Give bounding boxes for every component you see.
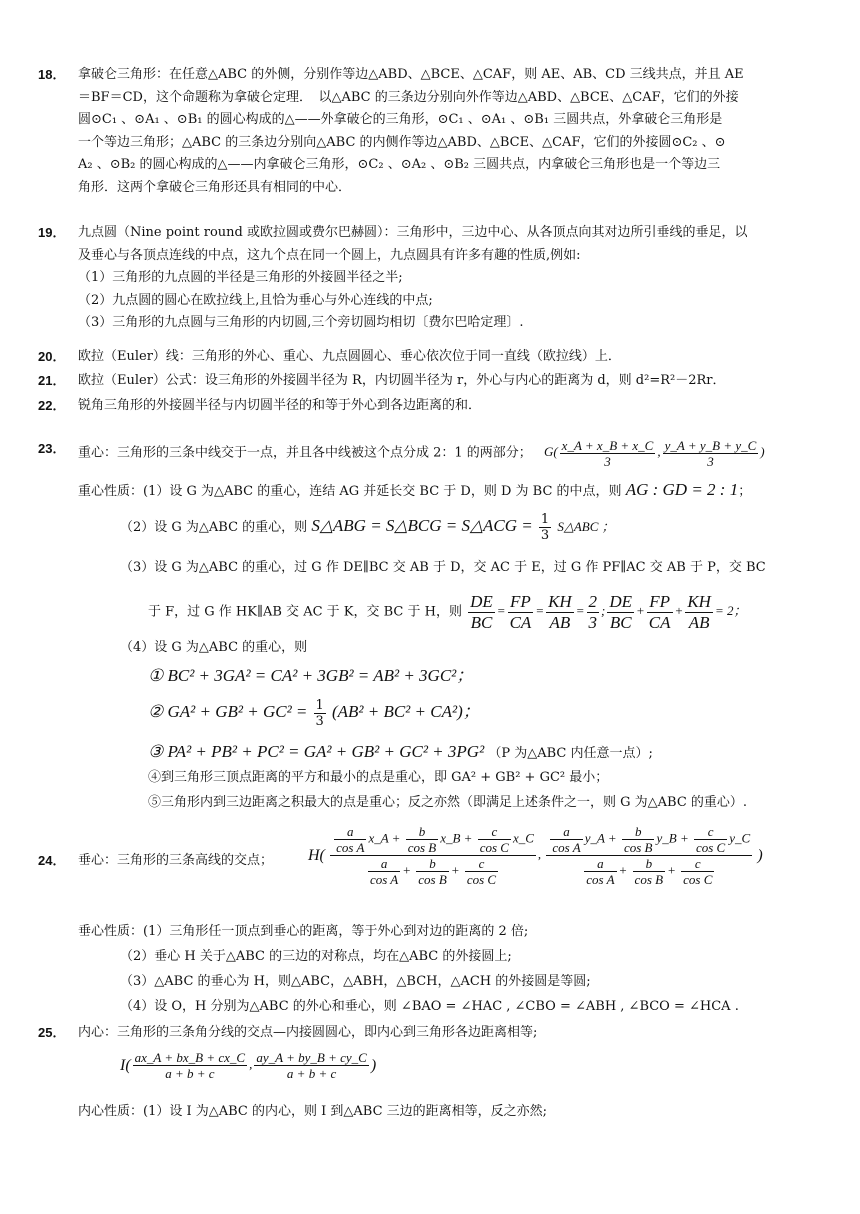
item-number: 21． [38,373,66,388]
item-number: 22． [38,398,66,413]
centroid-property-3a: （3）设 G 为△ABC 的重心，过 G 作 DE∥BC 交 AB 于 D，交 AC 于 E，过 G 作 PF∥AC 交 AB 于 P，交 BC [120,560,766,575]
text-line: 圆⊙C₁ 、⊙A₁ 、⊙B₁ 的圆心构成的△——外拿破仑的三角形，⊙C₁ 、⊙A₁ 、⊙B₁ 三圆共点，外拿破仑三角形是 [78,112,723,127]
denominator: BC [609,613,632,632]
equation: ③ PA² + PB² + PC² = GA² + GB² + GC² + 3PG² [148,742,485,761]
orthocenter-formula: H( $\frac{a}{\text{cos A}}$ x_A + $\frac{b}{\text{cos B}}$ x_B + $\frac{c}{\text{cos C}}$ x_C $\frac{a}{\text{cos A}}$ + $\frac{b}{\text{cos B}}$ + $\frac{c}{\text{cos C}}$ , $\frac{a}{\text{cos A}}$ y_A + $\frac{b}{\text{cos B}}$ y_B + $\frac{c}{\text{cos C}}$ y_C $\frac{a}{\text{cos A}}$ + $\frac{b}{\text{cos B}}$ + $\frac{c}{\text{cos C}}$ ) [308,824,763,887]
text-line: 重心性质：(1）设 G 为△ABC 的重心，连结 AG 并延长交 BC 于 D，则 D 为 BC 的中点，则 [78,484,622,499]
fraction [406,824,439,855]
numerator: KH [548,592,572,611]
item-number: 18． [38,67,66,82]
numerator: DE [609,592,633,611]
denominator: a + b + c [286,1066,337,1081]
denominator: $\frac{a}{\text{cos A}}$ + $\frac{b}{\text{cos B}}$ + $\frac{c}{\text{cos C}}$ [586,856,713,887]
numerator: KH [687,592,711,611]
item-number: 19． [38,225,66,240]
fraction [539,512,551,543]
numerator: $\frac{a}{\text{cos A}}$ y_A + $\frac{b}{\text{cos B}}$ y_B + $\frac{c}{\text{cos C}}$ y_C [546,824,752,856]
equation: (AB² + BC² + CA²)； [331,702,480,721]
fraction-y [546,824,752,887]
formula-symbol: I( [120,1057,131,1074]
item-number: 23． [38,441,66,456]
fraction [368,856,400,887]
item-number: 20． [38,349,66,364]
text-line: 拿破仑三角形：在任意△ABC 的外侧，分别作等边△ABD、△BCE、△CAF，则 AE、AB、CD 三线共点，并且 AE [78,67,744,82]
denominator: cos B [623,840,653,855]
item-22 [38,395,828,418]
denominator: cos C [466,872,497,887]
fraction [681,856,714,887]
centroid-heading: 重心：三角形的三条中线交于一点，并且各中线被这个点分成 2：1 的两部分； [78,445,532,461]
formula-symbol: G( [543,444,558,460]
numerator: c [694,824,727,840]
orthocenter-property-4: （4）设 O，H 分别为△ABC 的外心和垂心，则 ∠BAO = ∠HAC , ∠CBO = ∠ABH , ∠BCO = ∠HCA . [120,999,739,1014]
numerator: y_A + y_B + y_C [664,438,757,453]
fraction [468,592,495,633]
numerator: a [334,824,366,840]
item-number: 24． [38,853,66,868]
item-20 [38,346,828,369]
centroid-identity-4: ④到三角形三顶点距离的平方和最小的点是重心，即 GA² + GB² + GC² 最小； [148,770,609,785]
text-line: 九点圆（Nine point round 或欧拉圆或费尔巴赫圆）：三角形中，三边中心、从各顶点向其对边所引垂线的垂足，以 [78,225,748,240]
fraction [685,592,713,633]
denominator: 3 [315,714,324,729]
numerator: 1 [540,512,550,527]
item-21 [38,370,828,393]
fraction [694,824,727,855]
denominator: cos A [552,840,581,855]
numerator: b [416,856,449,872]
denominator: CA [648,613,671,632]
incenter-heading: 内心：三角形的三条角分线的交点—内接圆圆心，即内心到三角形各边距离相等; [78,1025,538,1040]
numerator: b [622,824,655,840]
centroid-identity-5: ⑤三角形内到三边距离之积最大的点是重心；反之亦然（即满足上述条件之一，则 G 为△ABC 的重心）. [148,795,748,810]
text-line: 及垂心与各顶点连线的中点，这九个点在同一个圆上，九点圆具有许多有趣的性质,例如: [78,247,581,263]
text-line: 锐角三角形的外接圆半径与内切圆半径的和等于外心到各边距离的和． [78,398,482,413]
fraction [633,856,666,887]
orthocenter-property-2: （2）垂心 H 关于△ABC 的三边的对称点，均在△ABC 的外接圆上; [120,949,512,964]
fraction [334,824,366,855]
numerator: c [681,856,714,872]
numerator: FP [647,592,673,613]
numerator: a [550,824,582,840]
fraction-y [254,1050,368,1081]
fraction [550,824,582,855]
numerator: FP [508,592,534,613]
numerator: b [406,824,439,840]
denominator: $\frac{a}{\text{cos A}}$ + $\frac{b}{\text{cos B}}$ + $\frac{c}{\text{cos C}}$ [369,856,497,887]
numerator: 2 [588,592,597,611]
property-line: （1）三角形的九点圆的半径是三角形的外接圆半径之半; [78,270,403,285]
text-line: 角形．这两个拿破仑三角形还具有相同的中心． [78,179,352,195]
centroid-property-4: （4）设 G 为△ABC 的重心，则 [120,640,308,655]
ratio-equation: $\frac{DE}{BC}$ = $\frac{FP}{CA}$ = $\frac{KH}{AB}$ = $\frac{2}{3}$ ; $\frac{DE}{BC}$ + $\frac{FP}{CA}$ + $\frac{KH}{AB}$ = 2； [470,592,747,632]
fraction-x [133,1050,247,1081]
fraction-y [663,438,759,469]
numerator: 1 [315,698,324,713]
text-line: A₂ 、⊙B₂ 的圆心构成的△——内拿破仑三角形，⊙C₂ 、⊙A₂ 、⊙B₂ 三圆共点，内拿破仑三角形也是一个等边三 [78,157,721,172]
fraction-x [330,824,536,887]
fraction [478,824,511,855]
numerator: $\frac{a}{\text{cos A}}$ x_A + $\frac{b}{\text{cos B}}$ x_B + $\frac{c}{\text{cos C}}$ x_C [330,824,536,856]
denominator: 3 [540,528,550,543]
denominator: CA [509,613,532,632]
equation-tail: S△ABC ； [557,519,615,534]
note: （P 为△ABC 内任意一点）; [488,746,653,761]
centroid-identity-2 [148,698,480,729]
denominator: AB [688,613,710,632]
numerator: b [633,856,666,872]
denominator: AB [549,613,571,632]
denominator: cos B [634,872,664,887]
incenter-formula: I( $\frac{ax\_A + bx\_B + cx\_C}{a + b + c}$ , $\frac{ay\_A + by\_B + cy\_C}{a + b + c}$ ) [120,1050,377,1081]
numerator: ax_A + bx_B + cx_C [134,1050,246,1065]
centroid-property-1: 重心性质：(1）设 G 为△ABC 的重心，连结 AG 并延长交 BC 于 D，则 D 为 BC 的中点，则 AG : GD = 2 : 1； [78,480,752,499]
numerator: a [368,856,400,872]
fraction [584,856,616,887]
text-line: 欧拉（Euler）线：三角形的外心、重心、九点圆圆心、垂心依次位于同一直线（欧拉线）上． [78,349,621,364]
numerator: a [584,856,616,872]
equation: S△ABG = S△BCG = S△ACG = [311,516,533,535]
fraction [416,856,449,887]
item-number: 25． [38,1025,66,1040]
fraction [607,592,634,633]
equation: AG : GD = 2 : 1 [625,480,739,499]
denominator: cos B [418,872,447,887]
equation: ② GA² + GB² + GC² = [148,702,308,721]
denominator: cos B [407,840,437,855]
item-23 [38,434,828,469]
fraction [622,824,655,855]
item-19 [38,222,828,335]
numerator: x_A + x_B + x_C [561,438,654,453]
denominator: cos A [369,872,399,887]
fraction [647,592,673,633]
item-25 [38,1022,828,1045]
denominator: BC [470,613,493,632]
centroid-formula: G( $\frac{x\_A + x\_B + x\_C}{3}$ , $\frac{y\_A + y\_B + y\_C}{3}$ ) [543,438,765,469]
denominator: cos C [479,840,509,855]
property-line: （2）九点圆的圆心在欧拉线上,且恰为垂心与外心连线的中点; [78,292,433,308]
fraction [587,592,600,633]
text-line: 欧拉（Euler）公式：设三角形的外接圆半径为 R，内切圆半径为 r，外心与内心的距离为 d，则 d²=R²－2Rr． [78,373,726,388]
fraction [546,592,574,633]
fraction [508,592,534,633]
centroid-property-2 [120,512,615,543]
numerator: ay_A + by_B + cy_C [256,1050,367,1065]
text-line: （2）设 G 为△ABC 的重心，则 [120,520,308,535]
orthocenter-property-1: 垂心性质：(1）三角形任一顶点到垂心的距离，等于外心到对边的距离的 2 倍; [78,924,529,939]
incenter-property-1: 内心性质：(1）设 I 为△ABC 的内心，则 I 到△ABC 三边的距离相等，反之亦然; [78,1104,548,1119]
denominator: 3 [604,454,611,469]
numerator: c [478,824,511,840]
fraction [465,856,498,887]
centroid-identity-1: ① BC² + 3GA² = CA² + 3GB² = AB² + 3GC²； [148,666,474,685]
fraction [314,698,326,729]
denominator: cos C [683,872,713,887]
numerator: c [465,856,498,872]
denominator: 3 [588,613,597,632]
orthocenter-property-3: （3）△ABC 的垂心为 H，则△ABC，△ABH，△BCH，△ACH 的外接圆是等圆; [120,974,591,989]
item-18 [38,64,828,199]
text-line: 于 F，过 G 作 HK∥AB 交 AC 于 K，交 BC 于 H，则 [148,604,462,620]
fraction-x [560,438,656,469]
centroid-identity-3 [148,740,653,766]
centroid-property-3b [148,592,746,633]
text-line: ＝BF＝CD，这个命题称为拿破仑定理． 以△ABC 的三条边分别向外作等边△ABD、△BCE、△CAF，它们的外接 [78,89,739,105]
denominator: cos C [695,840,726,855]
numerator: DE [470,592,493,611]
denominator: a + b + c [165,1066,215,1081]
denominator: cos A [586,872,615,887]
property-line: （3）三角形的九点圆与三角形的内切圆,三个旁切圆均相切〔费尔巴哈定理〕. [78,315,524,330]
denominator: 3 [707,454,714,469]
orthocenter-heading: 垂心：三角形的三条高线的交点； [78,853,274,868]
denominator: cos A [336,840,365,855]
formula-symbol: H( [308,847,325,864]
text-line: 一个等边三角形；△ABC 的三条边分别向△ABC 的内侧作等边△ABD、△BCE、△CAF，它们的外接圆⊙C₂ 、⊙ [78,134,726,150]
